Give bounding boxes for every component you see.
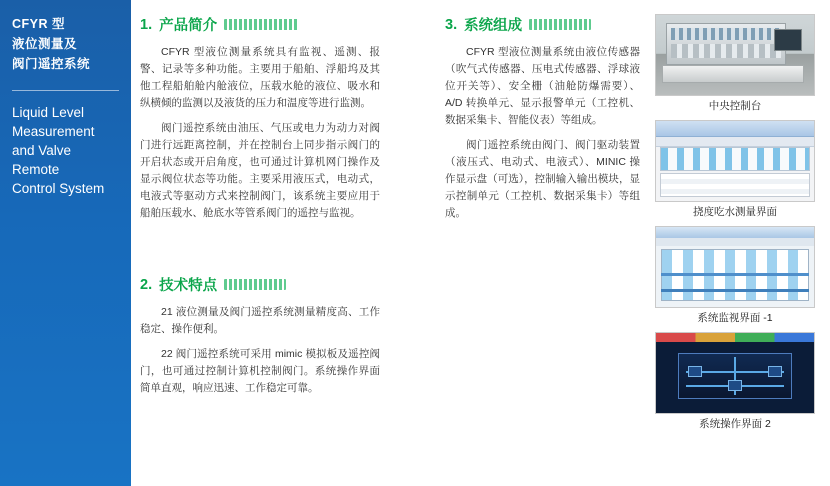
control-panel-graphic — [666, 23, 786, 65]
sidebar-title-en-line-3: and Valve — [12, 143, 72, 158]
section-product-intro-header — [140, 14, 380, 35]
section-product-intro-paragraph-1: CFYR 型液位测量系统具有监视、遥测、报警、记录等多种功能。主要用于船舶、浮船坞及其他工程船舶舱内舱液位，压载水舱的液位、吸水和纵横倾的监测以及液货的压力和温度等进行监测。 — [140, 46, 380, 109]
section-system-composition — [445, 14, 640, 222]
sidebar-divider — [12, 90, 119, 91]
section-decor-bar-icon — [529, 19, 591, 30]
figure-caption: 中央控制台 — [708, 100, 762, 112]
figure-central-console — [655, 14, 815, 113]
sidebar-title-en — [12, 103, 119, 198]
pipeline-graphic — [661, 289, 809, 292]
content-column-right — [445, 0, 640, 230]
draft-measurement-screen — [655, 120, 815, 202]
sidebar-title-cn-line-3: 阀门遥控系统 — [12, 57, 91, 71]
sidebar-title-cn-line-1: CFYR 型 — [12, 17, 66, 31]
screen-titlebar-graphic — [656, 227, 814, 238]
screen-table-graphic — [660, 173, 810, 197]
screen-status-strip-graphic — [656, 333, 814, 342]
console-desk-graphic — [662, 65, 804, 83]
system-operation-screen-2 — [655, 332, 815, 414]
section-product-intro-number: 1. — [140, 16, 153, 33]
screen-titlebar-graphic — [656, 121, 814, 137]
section-system-composition-paragraph-2: 阀门遥控系统由阀门、阀门驱动装置（液压式、电动式、电液式）、MINIC 操作显示盘（可选），控制输入输出模块，显示控制单元（工控机、数据采集卡）等组成。 — [445, 139, 640, 219]
figure-caption: 挠度吃水测量界面 — [693, 206, 777, 218]
figure-system-monitor-1 — [655, 226, 815, 325]
section-decor-bar-icon — [224, 279, 286, 290]
section-product-intro — [140, 14, 380, 222]
figure-draft-measurement — [655, 120, 815, 219]
figure-system-operation-2 — [655, 332, 815, 431]
section-system-composition-title: 系统组成 — [464, 18, 523, 34]
section-system-composition-number: 3. — [445, 16, 458, 33]
valve-node-graphic — [728, 380, 742, 391]
section-tech-features — [140, 274, 380, 397]
section-tech-features-title: 技术特点 — [159, 278, 218, 294]
pipeline-graphic — [661, 273, 809, 276]
section-system-composition-header — [445, 14, 640, 35]
figure-caption: 系统操作界面 2 — [699, 418, 771, 430]
system-monitor-screen-1 — [655, 226, 815, 308]
screen-gauges-graphic — [660, 147, 810, 171]
valve-node-graphic — [688, 366, 702, 377]
sidebar-title-en-line-1: Liquid Level — [12, 105, 85, 120]
sidebar-title-cn — [12, 14, 119, 74]
screen-toolbar-graphic — [656, 238, 814, 246]
sidebar — [0, 0, 131, 486]
valve-node-graphic — [768, 366, 782, 377]
screen-toolbar-graphic — [656, 137, 814, 147]
sidebar-title-en-line-2: Measurement — [12, 124, 95, 139]
section-product-intro-paragraph-2: 阀门遥控系统由油压、气压或电力为动力对阀门进行远距离控制，并在控制台上同步指示阀门的开启状态或开启角度，也可通过计算机网门操作及显示阀位状态等功能。主要采用液压式，电动式，电液式等驱动方式来控制阀门，该系统主要应用于船舶压载水、舱底水等管系阀门的遥控与监视。 — [140, 122, 380, 219]
section-tech-features-number: 2. — [140, 276, 153, 293]
section-tech-features-paragraph-1: 21 液位测量及阀门遥控系统测量精度高、工作稳定、操作便利。 — [140, 306, 380, 335]
sidebar-title-en-line-5: Control System — [12, 181, 105, 196]
section-decor-bar-icon — [224, 19, 298, 30]
figure-column — [655, 14, 815, 438]
section-tech-features-header — [140, 274, 380, 295]
sidebar-title-cn-line-2: 液位测量及 — [12, 37, 78, 51]
sidebar-title-en-line-4: Remote — [12, 162, 60, 177]
section-product-intro-title: 产品简介 — [159, 18, 218, 34]
section-tech-features-paragraph-2: 22 阀门遥控系统可采用 mimic 模拟板及遥控阀门，也可通过控制计算机控制阀门。系统操作界面简单直观，响应迅速、工作稳定可靠。 — [140, 348, 380, 394]
central-console-photo — [655, 14, 815, 96]
section-system-composition-paragraph-1: CFYR 型液位测量系统由液位传感器（吹气式传感器、压电式传感器、浮球液位开关等）、安全栅（油舱防爆需要）、A/D 转换单元、显示报警单元（工控机、数据采集卡、智能仪表）等组成。 — [445, 46, 640, 126]
content-column-left — [140, 0, 380, 405]
monitor-graphic — [774, 29, 802, 51]
figure-caption: 系统监视界面 -1 — [697, 312, 773, 324]
